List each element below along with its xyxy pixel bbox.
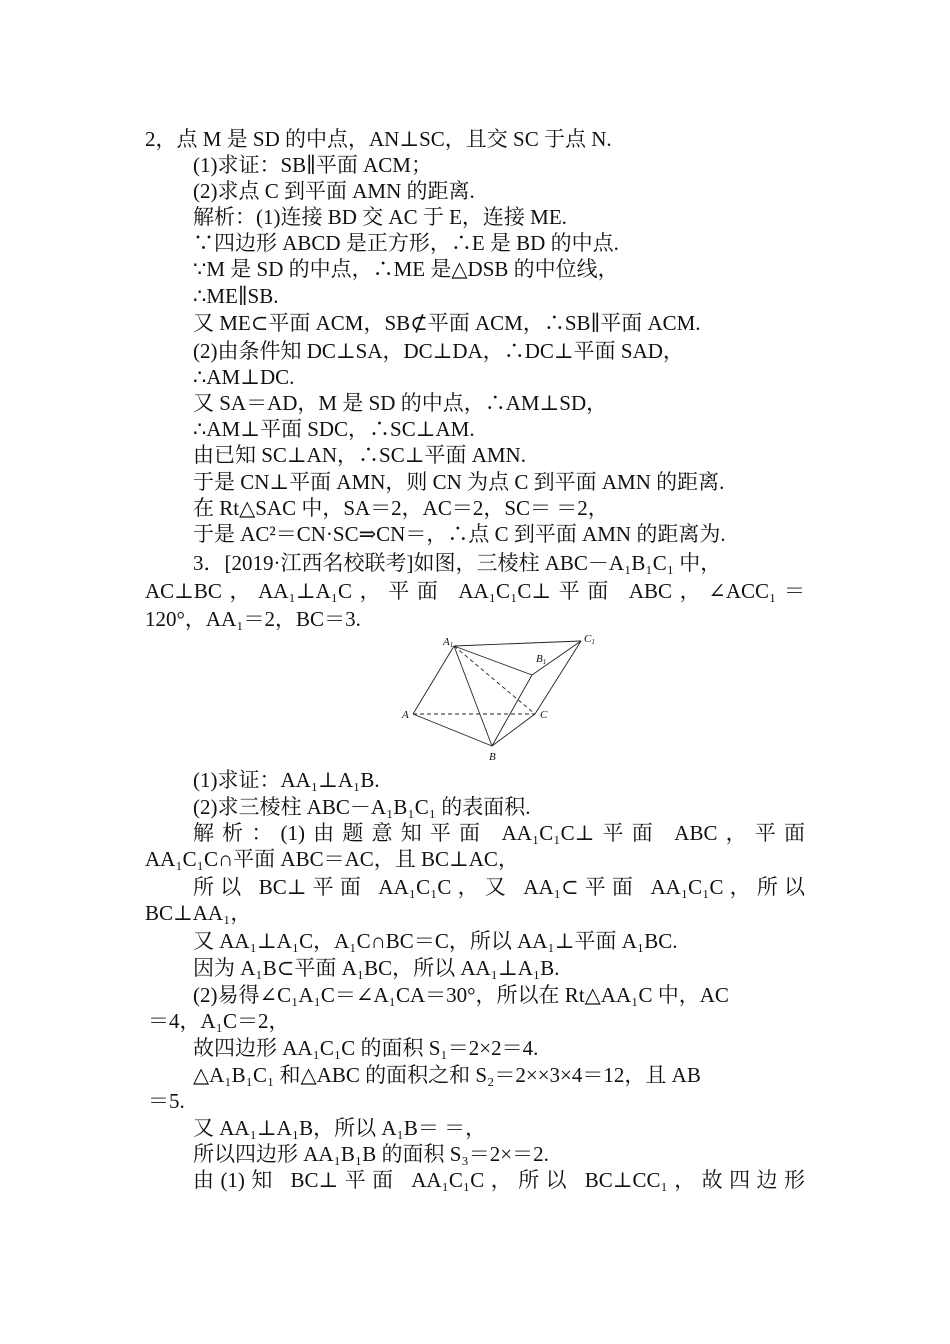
text-line: (2)易得∠C₁A₁C＝∠A₁CA＝30°，所以在 Rt△AA₁C 中，AC bbox=[193, 983, 729, 1007]
text-line: 在 Rt△SAC 中，SA＝2，AC＝2，SC＝ ＝2， bbox=[193, 496, 609, 520]
edge-a1b bbox=[454, 646, 492, 746]
edge-aa1 bbox=[413, 646, 454, 714]
text-line: ∴AM⊥平面 SDC，∴SC⊥AM. bbox=[193, 417, 475, 441]
text-line: ∵四边形 ABCD 是正方形，∴E 是 BD 的中点. bbox=[193, 231, 619, 255]
text-line: AC⊥BC，AA₁⊥A₁C，平面 AA₁C₁C⊥平面 ABC，∠ACC₁＝ bbox=[145, 579, 805, 603]
text-line: 所以 BC⊥平面 AA₁C₁C，又 AA₁⊂平面 AA₁C₁C，所以 bbox=[193, 875, 805, 899]
text-line: ∴AM⊥DC. bbox=[193, 365, 295, 389]
label-a1: A1 bbox=[443, 636, 454, 649]
label-b: B bbox=[489, 751, 496, 763]
edge-bc bbox=[492, 714, 535, 746]
edge-cc1 bbox=[535, 641, 581, 714]
label-c: C bbox=[540, 709, 548, 721]
edge-a1b1 bbox=[454, 646, 532, 675]
prism-figure bbox=[398, 628, 603, 768]
edge-ab bbox=[413, 714, 492, 746]
edge-a1c1 bbox=[454, 641, 581, 646]
text-line: 解析：(1)由题意知平面 AA₁C₁C⊥平面 ABC，平面 bbox=[193, 821, 805, 845]
text-line: 又 ME⊂平面 ACM，SB⊄平面 ACM，∴SB∥平面 ACM. bbox=[193, 311, 701, 335]
text-line: 所以四边形 AA₁B₁B 的面积 S₃＝2×＝2. bbox=[193, 1142, 549, 1166]
text-line: 由(1)知 BC⊥平面 AA₁C₁C，所以 BC⊥CC₁，故四边形 bbox=[193, 1168, 805, 1192]
text-line: (2)由条件知 DC⊥SA，DC⊥DA，∴DC⊥平面 SAD， bbox=[193, 339, 684, 363]
text-line: ＝4，A₁C＝2， bbox=[148, 1009, 290, 1033]
text-line: 3．[2019·江西名校联考]如图，三棱柱 ABC－A₁B₁C₁ 中， bbox=[193, 551, 722, 575]
text-line: (2)求点 C 到平面 AMN 的距离. bbox=[193, 179, 475, 203]
text-line: ∴ME∥SB. bbox=[193, 284, 279, 308]
text-line: 120°，AA₁＝2，BC＝3. bbox=[145, 607, 361, 631]
edge-a1c-hidden bbox=[454, 646, 535, 714]
text-line: 故四边形 AA₁C₁C 的面积 S₁＝2×2＝4. bbox=[193, 1036, 539, 1060]
text-line: 又 SA＝AD，M 是 SD 的中点，∴AM⊥SD， bbox=[193, 391, 608, 415]
label-b1: B1 bbox=[536, 653, 547, 666]
text-line: (1)求证：AA₁⊥A₁B. bbox=[193, 768, 380, 792]
text-line: (1)求证：SB∥平面 ACM； bbox=[193, 153, 432, 177]
text-line: 于是 AC²＝CN·SC⇒CN＝，∴点 C 到平面 AMN 的距离为. bbox=[193, 522, 726, 546]
text-line: 解析：(1)连接 BD 交 AC 于 E，连接 ME. bbox=[193, 205, 567, 229]
label-a: A bbox=[402, 709, 409, 721]
text-line: 又 AA₁⊥A₁C，A₁C∩BC＝C，所以 AA₁⊥平面 A₁BC. bbox=[193, 929, 678, 953]
text-line: 又 AA₁⊥A₁B，所以 A₁B＝ ＝， bbox=[193, 1116, 487, 1140]
text-line: 因为 A₁B⊂平面 A₁BC，所以 AA₁⊥A₁B. bbox=[193, 956, 560, 980]
text-line: ＝5. bbox=[148, 1089, 185, 1113]
text-line: (2)求三棱柱 ABC－A₁B₁C₁ 的表面积. bbox=[193, 795, 531, 819]
label-c1: C1 bbox=[584, 633, 595, 646]
text-line: AA₁C₁C∩平面 ABC＝AC，且 BC⊥AC， bbox=[145, 847, 519, 871]
text-line: BC⊥AA₁， bbox=[145, 901, 252, 925]
text-line: △A₁B₁C₁ 和△ABC 的面积之和 S₂＝2××3×4＝12，且 AB bbox=[193, 1063, 701, 1087]
text-line: 于是 CN⊥平面 AMN，则 CN 为点 C 到平面 AMN 的距离. bbox=[193, 470, 725, 494]
text-line: 2，点 M 是 SD 的中点，AN⊥SC，且交 SC 于点 N. bbox=[145, 127, 612, 151]
text-line: ∵M 是 SD 的中点，∴ME 是△DSB 的中位线， bbox=[193, 257, 619, 281]
edge-bb1 bbox=[492, 675, 532, 746]
text-line: 由已知 SC⊥AN，∴SC⊥平面 AMN. bbox=[193, 443, 526, 467]
